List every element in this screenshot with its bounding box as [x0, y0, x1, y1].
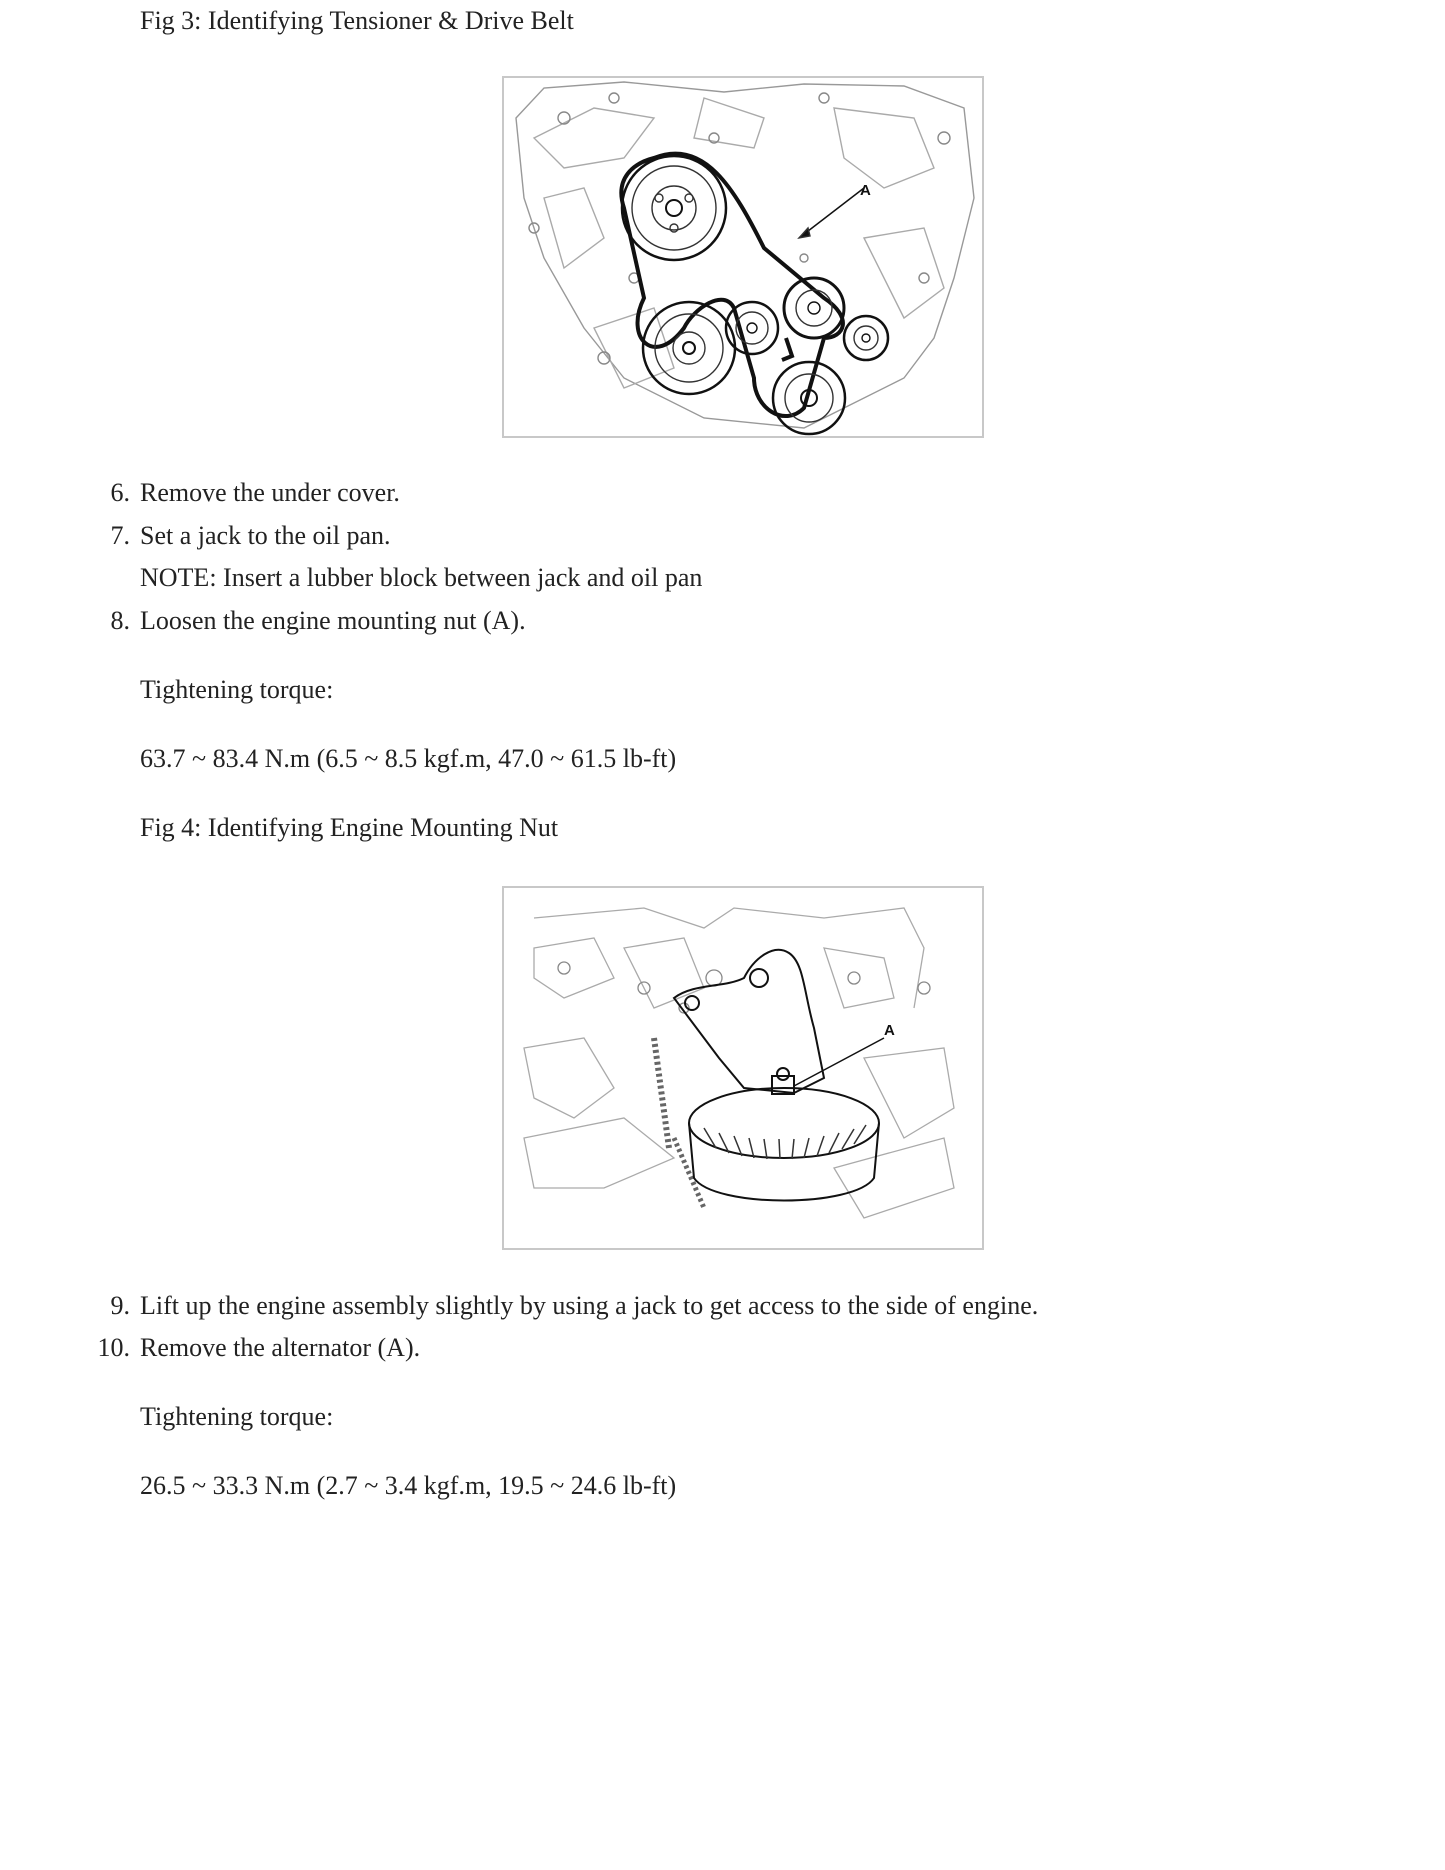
step-8-torque-label: Tightening torque:: [140, 675, 334, 704]
step-9-text: Lift up the engine assembly slightly by using a jack to get access to the side of engine.: [140, 1291, 1039, 1320]
fig3-caption: Fig 3: Identifying Tensioner & Drive Belt: [140, 6, 574, 35]
fig3-tensioner-drive-belt-diagram: [502, 76, 984, 438]
step-8-number: 8.: [110, 606, 130, 635]
step-10-torque-label: Tightening torque:: [140, 1402, 334, 1431]
fig3-callout-a: A: [860, 182, 871, 199]
step-7-number: 7.: [110, 521, 130, 550]
step-10-text: Remove the alternator (A).: [140, 1333, 421, 1362]
fig4-caption: Fig 4: Identifying Engine Mounting Nut: [140, 813, 559, 842]
fig4-callout-a: A: [884, 1022, 895, 1039]
fig4-engine-mounting-nut-diagram: [502, 886, 984, 1250]
step-9-number: 9.: [110, 1291, 130, 1320]
step-10-number: 10.: [97, 1333, 130, 1362]
step-7-note: NOTE: Insert a lubber block between jack and oil pan: [140, 563, 703, 592]
step-6-text: Remove the under cover.: [140, 478, 400, 507]
step-8-torque-value: 63.7 ~ 83.4 N.m (6.5 ~ 8.5 kgf.m, 47.0 ~ 61.5 lb-ft): [140, 744, 677, 773]
step-10-torque-value: 26.5 ~ 33.3 N.m (2.7 ~ 3.4 kgf.m, 19.5 ~ 24.6 lb-ft): [140, 1471, 677, 1500]
step-6-number: 6.: [110, 478, 130, 507]
step-7-text: Set a jack to the oil pan.: [140, 521, 391, 550]
step-8-text: Loosen the engine mounting nut (A).: [140, 606, 526, 635]
